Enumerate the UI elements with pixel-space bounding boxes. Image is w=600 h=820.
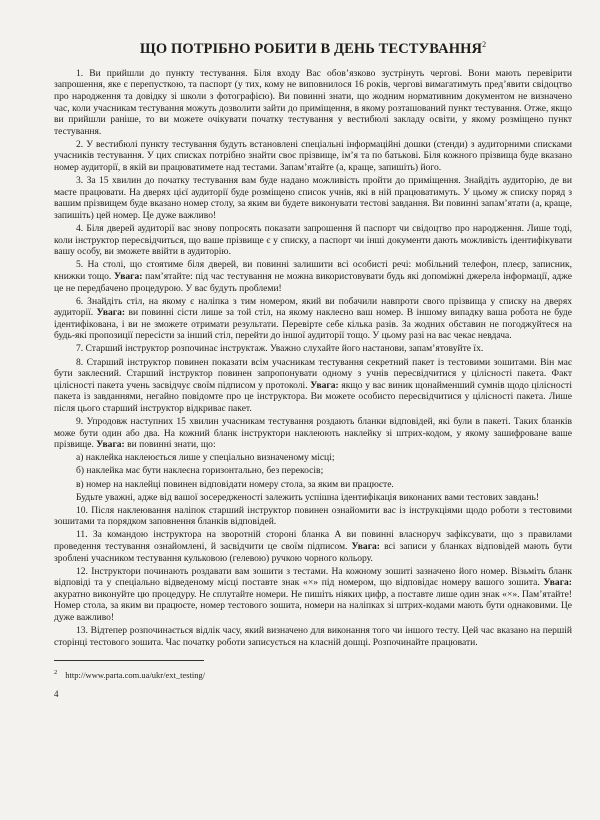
paragraph [54, 139, 572, 174]
paragraph-text: 5. На столі, що стоятиме біля дверей, ви повинні залишити всі особисті речі: мобільний телефон, плеєр, записник, книжки тощо. [54, 259, 572, 282]
attention-label: Увага: [543, 577, 572, 589]
paragraph-text: ви повинні знати, що: [124, 439, 216, 451]
paragraph [54, 452, 572, 464]
paragraph-text: 7. Старший інструктор розпочинає інструктаж. Уважно слухайте його настанови, запам’ятовуйте їх. [76, 343, 484, 355]
paragraph [54, 416, 572, 451]
paragraph [54, 68, 572, 138]
attention-label: Увага: [113, 270, 143, 282]
paragraph [54, 357, 572, 415]
paragraph-text: Будьте уважні, адже від вашої зосередженості залежить успішна ідентифікація виконаних вами тестових завдань! [76, 491, 540, 503]
paragraph [54, 492, 572, 504]
paragraph-text: 10. Після наклеювання наліпок старший інструктор повинен ознайомити вас із інструкціями щодо роботи з тестовими зошитами та порядком заповнення бланків відповідей. [54, 504, 572, 528]
footnote-mark: 2 [54, 669, 58, 677]
paragraph-text: а) наклейка наклеюється лише у спеціально визначеному місці; [76, 452, 335, 464]
paragraph-text: пам’ятайте: під час тестування не можна використовувати будь які допоміжні джерела інформації, адже це не передбачено процедурою. У вас будуть проблеми! [54, 270, 572, 294]
body-text [54, 68, 572, 649]
paragraph [54, 566, 572, 624]
paragraph-text: якщо у вас виник щонайменший сумнів щодо цілісності пакета із завданнями, негайно повідомте про це інструктора. Ви можете особисто пересвідчитися у цілісності пакета. Лише після цього старший інструктор відкриває пакет. [54, 379, 572, 414]
paragraph [54, 465, 572, 477]
paragraph [54, 479, 572, 491]
title-footnote-mark: 2 [482, 40, 487, 49]
paragraph [54, 343, 572, 355]
paragraph-text: 6. Знайдіть стіл, на якому є наліпка з тим номером, який ви побачили навпроти свого прізвища у списку на дверях аудиторії. [54, 295, 572, 319]
paragraph-text: акуратно виконуйте цю процедуру. Не сплутайте номери. Не пишіть ніяких цифр, а поставте лише один знак «×». Пам’ятайте! Номер стола, за яким ви працюєте, номер тестового зошита, номери на наліпках зі штрих-кодами мають бути однаковими. Це дуже важливо! [54, 588, 572, 624]
paragraph-text: 2. У вестибюлі пункту тестування будуть встановлені спеціальні інформаційні дошки (стенди) з аудиторними списками учасників тестування. У цих списках потрібно знайти своє прізвище, ім’я та по батькові. Біля кожного прізвища буде вказано номер аудиторії, в якій ви працюватимете над тестами. Запам’ятайте (а, краще, запишіть) його. [54, 138, 572, 174]
attention-label: Увага: [310, 379, 339, 391]
paragraph [54, 259, 572, 294]
footnote [54, 667, 572, 681]
footnote-link[interactable]: http://www.parta.com.ua/ukr/ext_testing/ [65, 670, 206, 681]
paragraph [54, 223, 572, 258]
paragraph-text: 3. За 15 хвилин до початку тестування вам буде надано можливість пройти до приміщення. Знайдіть аудиторію, де ви маєте працювати. На дверях цієї аудиторії буде розміщено список учнів, які в ній працюватимуть. У цьому ж списку поряд з вашим прізвищем буде вказано номер столу, за яким ви будете виконувати тестові завдання. Ви повинні запам’ятати (а, краще, запишіть) цей номер. Це дуже важливо! [54, 175, 572, 221]
attention-label: Увага: [96, 439, 125, 451]
footnote-divider [54, 660, 204, 661]
paragraph-text: 12. Інструктори починають роздавати вам зошити з тестами. На кожному зошиті зазначено його номер. Візьміть бланк відповіді та у спеціально відведеному місці поставте знак «×» під номером, що відповідає номеру вашого зошита. [54, 565, 572, 589]
paragraph [54, 296, 572, 342]
paragraph-text: 8. Старший інструктор повинен показати всім учасникам тестування секретний пакет із тестовими зошитами. Він має бути заклеєний. Старший інструктор повинен запропонувати одному з учнів пересвідчитися у цілісності пакета. Факт цілісності пакета учень засвідчує своїм підписом у протоколі. [54, 356, 572, 391]
attention-label: Увага: [96, 307, 126, 319]
paragraph-text: всі записи у бланках відповідей мають бути зроблені учасником тестування кульковою (гелевою) ручкою чорного кольору. [54, 540, 573, 564]
page-number: 4 [54, 689, 59, 700]
paragraph [54, 505, 572, 528]
paragraph-text: в) номер на наклейці повинен відповідати номеру стола, за яким ви працюєте. [76, 478, 394, 490]
paragraph-text: ви повинні сісти лише за той стіл, на якому наклеєно ваш номер. В іншому випадку ваша робота не буде ідентифікована, і ви не зможете отримати результати. Перевірте себе кілька разів. За жодних обставин не погоджуйтеся на будь-які пропозиції пересісти за інший стіл, перейти до іншої аудиторії тощо. У цьому разі на вас чекає невдача. [54, 307, 573, 342]
title-text: ЩО ПОТРІБНО РОБИТИ В ДЕНЬ ТЕСТУВАННЯ [139, 40, 483, 57]
paragraph [54, 175, 572, 221]
paragraph [54, 529, 572, 564]
paragraph-text: 4. Біля дверей аудиторії вас знову попросять показати запрошення й паспорт чи свідоцтво про народження. Лише тоді, коли інструктор пересвідчиться, що ваше прізвище є у списку, а паспорт чи інші документи дають можливість ідентифікувати вашу особу, ви зможете ввійти в аудиторію. [54, 223, 572, 258]
paragraph-text: 9. Упродовж наступних 15 хвилин учасникам тестування роздають бланки відповідей, які були в пакеті. Таких бланків може бути один або два. На кожний бланк інструктори наклеюють наклейку зі штрих-кодом, у якому зашифроване ваше прізвище. [54, 416, 572, 451]
paragraph-text: 11. За командою інструктора на зворотній стороні бланка А ви повинні власноруч зафіксувати, що з правилами проведення тестування ознайомлені, й засвідчити це своїм підписом. [54, 529, 572, 552]
attention-label: Увага: [351, 540, 380, 552]
paragraph-text: б) наклейка має бути наклеєна горизонтально, без перекосів; [76, 465, 324, 477]
paragraph-text: 13. Відтепер розпочинається відлік часу, який визначено для виконання того чи іншого тесту. Цей час вказано на першій сторінці тестового зошита. Час початку роботи записується на класній дошці. Розпочинайте працювати. [54, 625, 572, 648]
page-title [54, 40, 572, 58]
paragraph-text: 1. Ви прийшли до пункту тестування. Біля входу Вас обов’язково зустрінуть чергові. Вони мають перевірити запрошення, яке є перепусткою, та паспорт (у тих, кому не виповнилося 16 років, чергові вимагатимуть пред’явити свідоцтво про народження та довідку зі школи з фотографією). Ви повинні знати, що жодним нормативним документом не визначено час, коли учасникам тестування можуть дозволити зайти до приміщення, в якому розташований пункт тестування. Отже, якщо ви прийшли раніше, то ви можете очікувати початку тестування у вестибюлі закладу освіти, у якому розміщено пункт тестування. [54, 67, 572, 137]
paragraph [54, 625, 572, 648]
